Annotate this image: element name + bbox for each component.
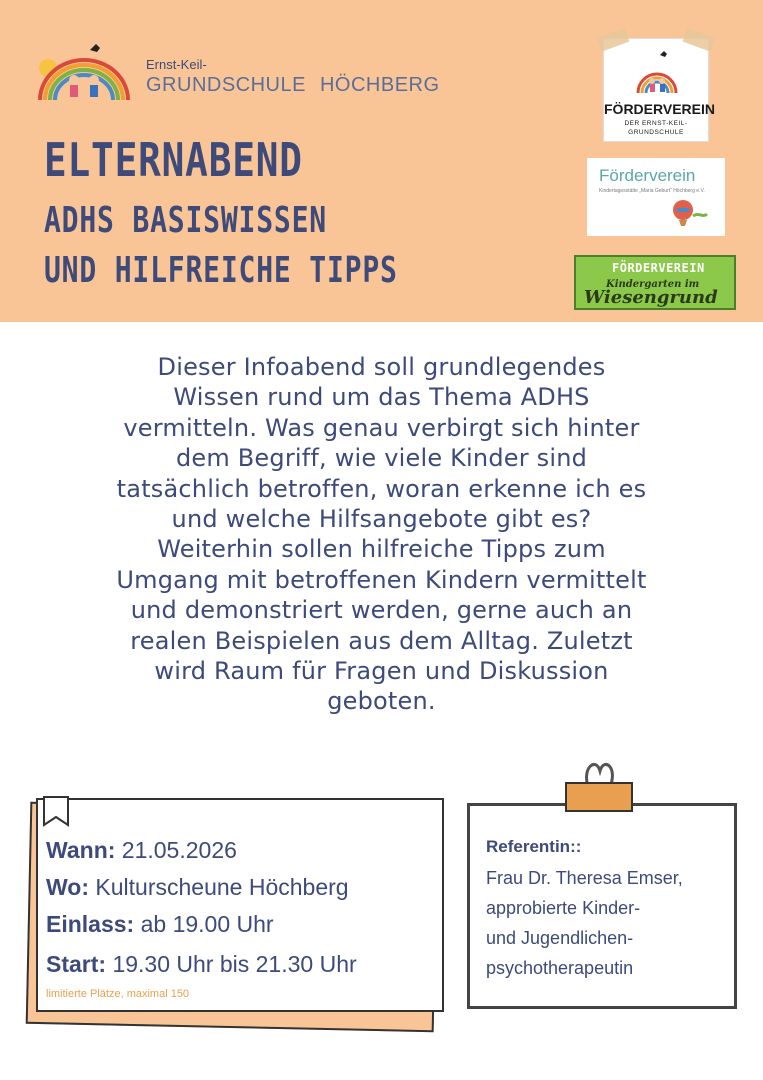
school-name-small: Ernst-Keil-: [146, 57, 207, 72]
intro-line: wird Raum für Fragen und Diskussion: [154, 657, 609, 686]
where-value: Kulturscheune Höchberg: [95, 874, 349, 900]
where-label: Wo:: [46, 874, 90, 900]
subtitle-line-2: UND HILFREICHE TIPPS: [44, 250, 398, 291]
logo2-title: Förderverein: [599, 166, 696, 185]
foerderverein-wiesengrund-logo: [574, 255, 736, 310]
intro-line: Wissen rund um das Thema ADHS: [173, 383, 590, 412]
intro-paragraph: [40, 352, 723, 717]
logo2-subtitle: Kindertagesstätte „Maria Geburt“ Höchberg e.V.: [599, 188, 705, 194]
foerderverein-kita-logo: [587, 158, 725, 236]
intro-line: Dieser Infoabend soll grundlegendes: [157, 353, 606, 381]
intro-line: tatsächlich betroffen, woran erkenne ich es: [116, 474, 647, 503]
balloon-icon: [663, 196, 709, 232]
logo3-middle: Kindergarten im: [606, 279, 700, 290]
speaker-line: und Jugendlichen-: [486, 928, 634, 948]
start-label: Start:: [46, 951, 107, 977]
logo1-title: FÖRDERVEREIN: [604, 101, 715, 117]
speaker-line: Frau Dr. Theresa Emser,: [486, 868, 683, 888]
entry-label: Einlass:: [46, 911, 135, 937]
binder-clip-icon: [562, 757, 636, 813]
foerderverein-school-logo: [603, 38, 715, 142]
intro-line: vermitteln. Was genau verbirgt sich hinter: [123, 413, 640, 442]
event-card: [36, 798, 444, 1012]
logo1-sub-line: GRUNDSCHULE: [628, 129, 684, 136]
school-name-part1: GRUNDSCHULE: [146, 74, 306, 96]
start-value: 19.30 Uhr bis 21.30 Uhr: [112, 951, 357, 977]
intro-line: und welche Hilfsangebote gibt es?: [171, 505, 592, 534]
school-name-big: [146, 74, 440, 97]
intro-line: Umgang mit betroffenen Kindern vermittelt: [116, 565, 647, 594]
event-where: [46, 874, 349, 901]
limited-seats-note: limitierte Plätze, maximal 150: [46, 988, 190, 1000]
logo3-bottom: Wiesengrund: [584, 287, 718, 308]
event-when: [46, 837, 237, 864]
intro-line: und demonstriert werden, gerne auch an: [130, 596, 633, 625]
school-name: [146, 57, 440, 97]
subtitle-line-1: ADHS BASISWISSEN: [44, 200, 327, 241]
speaker-label: Referentin::: [486, 837, 582, 856]
when-value: 21.05.2026: [121, 837, 237, 863]
intro-line: geboten.: [327, 687, 436, 716]
when-label: Wann:: [46, 837, 116, 863]
speaker-line: psychotherapeutin: [486, 958, 634, 978]
intro-line: dem Begriff, wie viele Kinder sind: [175, 444, 588, 473]
speaker-line: approbierte Kinder-: [486, 898, 641, 918]
logo1-subtitle: [604, 119, 708, 137]
school-rainbow-logo: [34, 38, 134, 108]
school-name-part2: HÖCHBERG: [319, 74, 440, 96]
bookmark-icon: [42, 795, 70, 827]
rainbow-kids-icon: [634, 49, 680, 97]
logo1-sub-line: DER ERNST-KEIL-: [624, 120, 688, 127]
intro-line: realen Beispielen aus dem Alltag. Zuletzt: [130, 626, 633, 655]
entry-value: ab 19.00 Uhr: [140, 911, 274, 937]
logo3-top: FÖRDERVEREIN: [612, 261, 705, 275]
intro-line: Weiterhin sollen hilfreiche Tipps zum: [157, 535, 606, 564]
event-entry: [46, 911, 274, 938]
page-title: ELTERNABEND: [44, 133, 303, 187]
event-start: [46, 951, 357, 978]
